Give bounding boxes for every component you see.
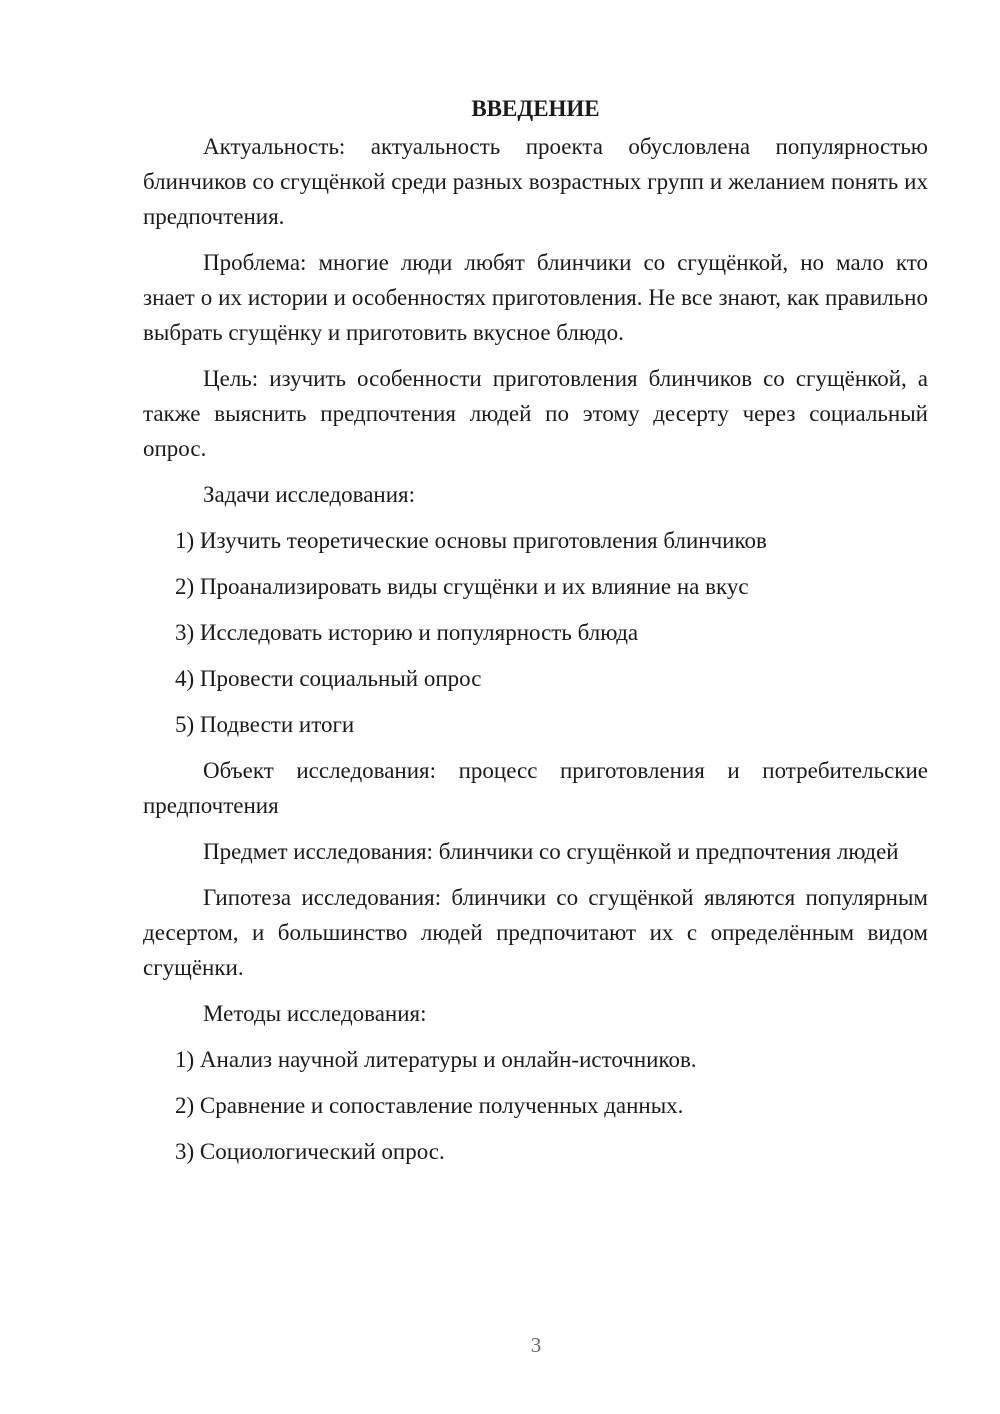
method-item-1: 1) Анализ научной литературы и онлайн-источников.	[175, 1047, 697, 1072]
methods-heading: Методы исследования:	[203, 1001, 427, 1026]
task-item-4: 4) Провести социальный опрос	[175, 666, 482, 691]
method-item-3: 3) Социологический опрос.	[175, 1139, 445, 1164]
page-title: ВВЕДЕНИЕ	[471, 96, 600, 121]
tasks-heading: Задачи исследования:	[203, 482, 416, 507]
document-page	[143, 92, 928, 1180]
task-item-2: 2) Проанализировать виды сгущёнки и их влияние на вкус	[175, 574, 749, 599]
task-item-1: 1) Изучить теоретические основы приготовления блинчиков	[175, 528, 767, 553]
hypothesis-paragraph: Гипотеза исследования: блинчики со сгущёнкой являются популярным десертом, и большинство людей предпочитают их с определённым видом сгущёнки.	[143, 885, 928, 980]
object-paragraph: Объект исследования: процесс приготовления и потребительские предпочтения	[143, 758, 928, 818]
method-item-2: 2) Сравнение и сопоставление полученных данных.	[175, 1093, 684, 1118]
task-item-3: 3) Исследовать историю и популярность блюда	[175, 620, 639, 645]
relevance-paragraph: Актуальность: актуальность проекта обусловлена популярностью блинчиков со сгущёнкой среди разных возрастных групп и желанием понять их предпочтения.	[143, 134, 928, 229]
page-number: 3	[530, 1333, 542, 1357]
task-item-5: 5) Подвести итоги	[175, 712, 355, 737]
subject-paragraph: Предмет исследования: блинчики со сгущёнкой и предпочтения людей	[203, 839, 899, 864]
goal-paragraph: Цель: изучить особенности приготовления блинчиков со сгущёнкой, а также выяснить предпочтения людей по этому десерту через социальный опрос.	[143, 366, 928, 461]
problem-paragraph: Проблема: многие люди любят блинчики со сгущёнкой, но мало кто знает о их истории и особенностях приготовления. Не все знают, как правильно выбрать сгущёнку и приготовить вкусное блюдо.	[143, 250, 928, 345]
